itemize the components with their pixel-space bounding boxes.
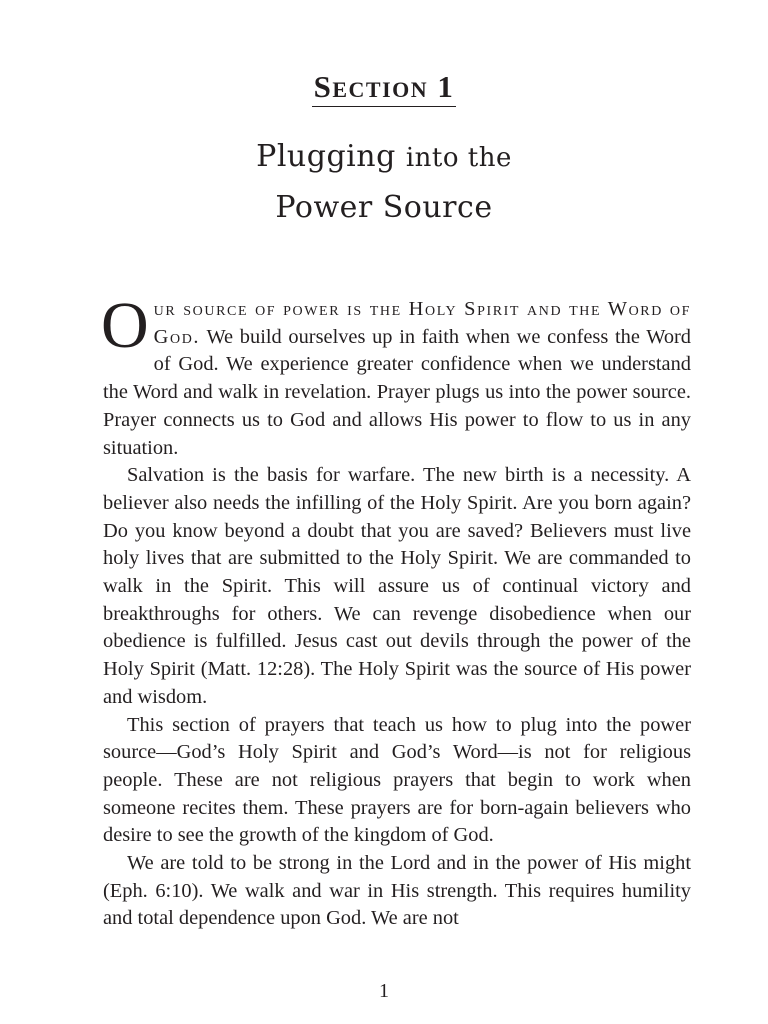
section-label: Section 1 (312, 70, 457, 107)
paragraph-1-lead: ur source of power is the Holy Spirit and the Word of God. (153, 298, 691, 348)
section-heading (0, 70, 768, 107)
chapter-title-word-plugging: Plugging (256, 139, 396, 174)
drop-cap: O (101, 289, 149, 362)
chapter-title (0, 132, 768, 233)
page-number: 1 (379, 980, 389, 1002)
paragraph-4: We are told to be strong in the Lord and in the power of His might (Eph. 6:10). We walk and war in His strength. This requires humility and total dependence upon God. We are not (103, 852, 691, 930)
paragraph-1-rest: We build ourselves up in faith when we confess the Word of God. We experience greater confidence when we understand the Word and walk in revelation. Prayer plugs us into the power source. Prayer connects us to God and allows His power to flow to us in any situation. (103, 325, 691, 459)
chapter-title-line-1 (0, 132, 768, 183)
paragraph-3: This section of prayers that teach us how to plug into the power source—God’s Holy Spirit and God’s Word—is not for religious people. These are not religious prayers that begin to work when someone recites them. These prayers are for born-again believers who desire to see the growth of the kingdom of God. (103, 713, 691, 847)
paragraph-1 (101, 289, 691, 462)
chapter-title-words-into-the: into the (405, 143, 512, 173)
body-text (101, 289, 691, 933)
paragraph-2: Salvation is the basis for warfare. The new birth is a necessity. A believer also needs the infilling of the Holy Spirit. Are you born again? Do you know beyond a doubt that you are saved? Believers must live holy lives that are submitted to the Holy Spirit. We are commanded to walk in the Spirit. This will assure us of continual victory and breakthroughs for others. We can revenge disobedience when our obedience is fulfilled. Jesus cast out devils through the power of the Holy Spirit (Matt. 12:28). The Holy Spirit was the source of His power and wisdom. (103, 464, 691, 708)
chapter-title-line-2: Power Source (275, 190, 493, 225)
